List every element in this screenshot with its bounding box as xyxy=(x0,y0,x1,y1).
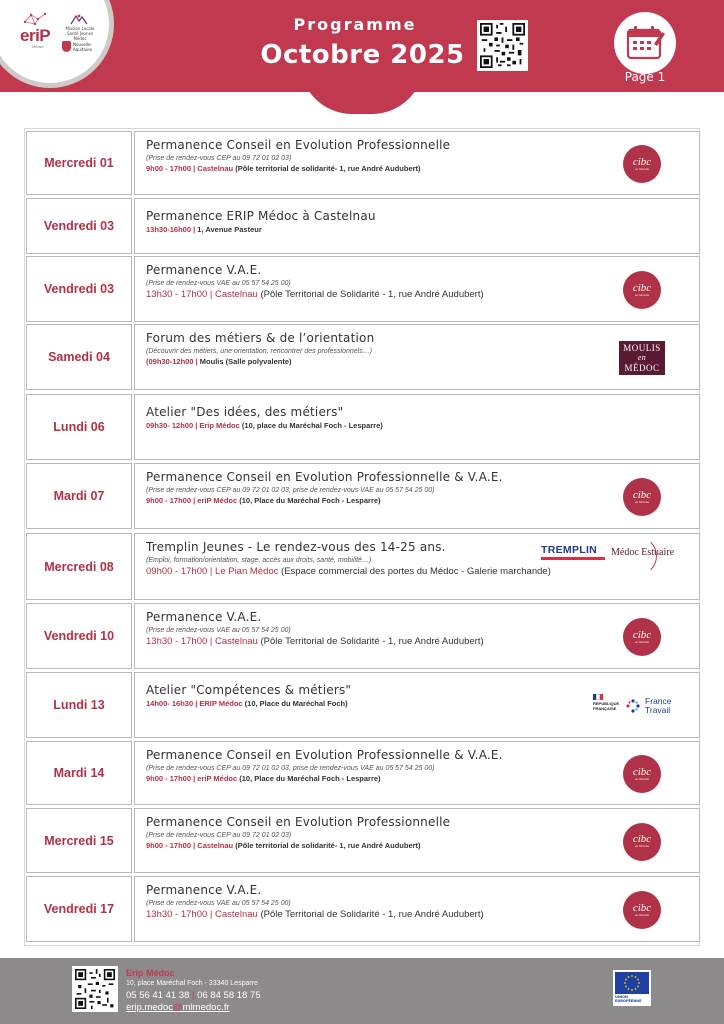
eu-star xyxy=(624,982,626,984)
rf-label: RÉPUBLIQUE FRANÇAISE xyxy=(593,701,620,711)
event-title: Permanence V.A.E. xyxy=(146,610,262,624)
eu-flag-icon xyxy=(615,972,649,994)
erip-logo-subtitle: Médoc xyxy=(32,45,44,49)
event-detail xyxy=(146,421,699,430)
republique-francaise-logo xyxy=(593,694,629,711)
day-cell xyxy=(26,533,132,600)
program-list xyxy=(24,128,700,946)
event-detail xyxy=(146,164,699,173)
day-cell xyxy=(26,324,132,390)
day-cell xyxy=(26,394,132,460)
cibc-logo-sub: en Gironde xyxy=(635,777,649,781)
event-detail xyxy=(146,357,699,366)
event-cell xyxy=(134,198,700,254)
eu-star xyxy=(628,988,630,990)
cibc-logo-text: cibc xyxy=(632,488,652,501)
event-subtitle: (Prise de rendez-vous CEP au 09 72 01 02 03) xyxy=(146,832,292,839)
program-row xyxy=(25,324,701,390)
france-travail-logo xyxy=(625,697,671,715)
tremplin-bar xyxy=(541,557,605,560)
event-detail xyxy=(146,225,699,234)
program-row xyxy=(25,741,701,805)
event-time-location: 09h30- 12h00 | Erip Médoc xyxy=(146,421,240,430)
day-cell xyxy=(26,741,132,805)
program-row xyxy=(25,808,701,873)
erip-logo-text: eriP xyxy=(20,26,51,45)
program-row xyxy=(25,131,701,195)
event-time-location: 9h00 - 17h00 | eriP Médoc xyxy=(146,774,238,783)
event-title: Permanence V.A.E. xyxy=(146,263,262,277)
event-title: Permanence Conseil en Evolution Professionnelle & V.A.E. xyxy=(146,748,503,762)
event-address: (Espace commercial des portes du Médoc - Galerie marchande) xyxy=(278,566,551,577)
event-title: Permanence Conseil en Evolution Professionnelle xyxy=(146,815,451,829)
cibc-logo-sub: en Gironde xyxy=(635,167,649,171)
medoc-estuaire-logo: Médoc Estuaire xyxy=(611,547,675,558)
cibc-logo xyxy=(623,823,661,861)
cibc-logo xyxy=(623,891,661,929)
tremplin-logo xyxy=(541,544,605,560)
cibc-logo xyxy=(623,755,661,793)
day-cell xyxy=(26,603,132,669)
cibc-logo-text: cibc xyxy=(632,833,652,845)
cibc-logo xyxy=(623,145,661,183)
event-cell xyxy=(134,533,700,600)
cibc-logo xyxy=(623,271,661,309)
eu-label: UNION EUROPÉENNE xyxy=(615,995,642,1003)
eu-star xyxy=(637,979,639,981)
event-title: Permanence Conseil en Evolution Professionnelle xyxy=(146,138,451,152)
email-domain: mlmedoc.fr xyxy=(182,1002,230,1013)
event-detail xyxy=(146,841,699,850)
event-subtitle: (Emploi, formation/orientation, stage, accès aux droits, santé, mobilité…) xyxy=(146,557,372,564)
event-cell xyxy=(134,463,700,529)
eu-star xyxy=(625,979,627,981)
cibc-logo-text: cibc xyxy=(632,901,652,914)
header-qr-code-icon[interactable] xyxy=(477,20,528,71)
cibc-logo-sub: en Gironde xyxy=(635,500,649,504)
day-cell xyxy=(26,463,132,529)
moulis-line1: MOULIS xyxy=(623,343,661,353)
eu-star xyxy=(637,986,639,988)
day-label: Vendredi 10 xyxy=(43,629,115,643)
day-label: Samedi 04 xyxy=(48,350,110,364)
day-cell xyxy=(26,198,132,254)
event-cell xyxy=(134,808,700,873)
event-subtitle: (Prise de rendez-vous VAE au 05 57 54 25 00) xyxy=(146,280,291,287)
event-address: (10, Place du Maréchal Foch) xyxy=(242,699,348,708)
program-row xyxy=(25,603,701,669)
email-user: erip.medoc xyxy=(126,1002,173,1013)
qr-code-pattern xyxy=(75,969,115,1009)
event-time-location: (09h30-12h00 | xyxy=(146,357,198,366)
program-row xyxy=(25,256,701,322)
footer-address: 10, place Maréchal Foch - 33340 Lesparre xyxy=(126,980,258,987)
event-title: Forum des métiers & de l’orientation xyxy=(146,331,375,345)
title-month: Octobre 2025 xyxy=(260,40,465,70)
event-subtitle: (Prise de rendez-vous VAE au 05 57 54 25 00) xyxy=(146,627,291,634)
event-address: (10, place du Maréchal Foch - Lesparre) xyxy=(239,421,383,430)
day-label: Mardi 07 xyxy=(53,489,105,503)
event-title: Permanence V.A.E. xyxy=(146,883,262,897)
event-subtitle: (Prise de rendez-vous CEP au 09 72 01 02 03, prise de rendez-vous VAE au 05 57 54 25 00) xyxy=(146,765,435,772)
event-address: (Pôle Territorial de Solidarité - 1, rue André Audubert) xyxy=(257,289,484,300)
footer-qr-code-icon[interactable] xyxy=(72,966,118,1012)
event-address: (Pôle Territorial de Solidarité - 1, rue André Audubert) xyxy=(257,909,484,920)
day-label: Vendredi 17 xyxy=(43,902,115,916)
event-detail xyxy=(146,496,699,505)
event-detail xyxy=(146,566,699,577)
event-time-location: 9h00 - 17h00 | eriP Médoc xyxy=(146,496,238,505)
eu-star xyxy=(628,976,630,978)
cibc-logo-text: cibc xyxy=(632,281,652,294)
day-cell xyxy=(26,876,132,942)
event-cell xyxy=(134,324,700,390)
day-label: Mardi 14 xyxy=(53,766,105,780)
title-programme: Programme xyxy=(293,15,417,34)
france-travail-icon xyxy=(625,698,641,714)
cibc-logo-text: cibc xyxy=(632,628,652,641)
event-time-location: 14h00- 16h30 | ERIP Médoc xyxy=(146,699,243,708)
eu-stars-icon xyxy=(615,972,649,994)
footer-phone-2[interactable]: 06 84 58 18 75 xyxy=(197,990,261,1001)
page-label: Page 1 xyxy=(624,70,666,84)
eu-star xyxy=(625,986,627,988)
day-cell xyxy=(26,672,132,738)
event-title: Permanence Conseil en Evolution Professionnelle & V.A.E. xyxy=(146,470,503,484)
day-label: Vendredi 03 xyxy=(43,282,115,296)
cibc-logo xyxy=(623,478,661,516)
event-address: (Pôle territorial de solidarité- 1, rue André Audubert) xyxy=(233,841,421,850)
french-flag-icon xyxy=(593,694,603,700)
event-cell xyxy=(134,394,700,460)
footer-organization-name: Erip Médoc xyxy=(126,968,175,978)
nouvelle-aquitaine-label: Nouvelle-Aquitaine xyxy=(73,42,92,52)
cibc-logo-sub: en Gironde xyxy=(635,293,649,297)
event-address: (10, Place du Maréchal Foch - Lesparre) xyxy=(237,496,381,505)
event-address: 1, Avenue Pasteur xyxy=(195,225,262,234)
footer-phone-1[interactable]: 05 56 41 41 38 xyxy=(126,990,190,1001)
program-row xyxy=(25,876,701,942)
nouvelle-aquitaine-icon xyxy=(62,41,71,52)
day-label: Mercredi 15 xyxy=(44,833,114,848)
moulis-logo xyxy=(619,341,665,375)
event-time-location: 13h30 - 17h00 | Castelnau xyxy=(146,636,258,647)
cibc-logo-sub: en Gironde xyxy=(635,640,649,644)
event-cell xyxy=(134,131,700,195)
footer-email-link[interactable] xyxy=(126,1002,230,1013)
eu-star xyxy=(631,975,633,977)
email-at: @ xyxy=(173,1002,183,1013)
event-cell xyxy=(134,256,700,322)
event-time-location: 13h30 - 17h00 | Castelnau xyxy=(146,909,258,920)
event-cell xyxy=(134,672,700,738)
moulis-line3: MÉDOC xyxy=(624,363,660,373)
event-detail xyxy=(146,289,699,300)
event-subtitle: (Prise de rendez-vous VAE au 05 57 54 25 00) xyxy=(146,900,291,907)
event-subtitle: (Prise de rendez-vous CEP au 09 72 01 02 03, prise de rendez-vous VAE au 05 57 54 25 00) xyxy=(146,487,435,494)
event-title: Permanence ERIP Médoc à Castelnau xyxy=(146,209,376,223)
cibc-logo-text: cibc xyxy=(632,765,652,778)
event-subtitle: (Prise de rendez-vous CEP au 09 72 01 02 03) xyxy=(146,155,292,162)
event-address: (Pôle territorial de solidarité- 1, rue André Audubert) xyxy=(233,164,421,173)
qr-code-pattern xyxy=(480,23,525,68)
program-row xyxy=(25,533,701,600)
day-label: Mercredi 08 xyxy=(44,559,114,574)
event-cell xyxy=(134,603,700,669)
program-row xyxy=(25,198,701,254)
calendar-icon xyxy=(624,22,666,64)
ft-line2: Travail xyxy=(645,705,671,715)
erip-network-icon xyxy=(22,12,48,26)
event-address: (10, Place du Maréchal Foch - Lesparre) xyxy=(237,774,381,783)
cibc-logo-sub: en Gironde xyxy=(635,913,649,917)
eu-star xyxy=(631,989,633,991)
eu-star xyxy=(635,976,637,978)
tremplin-logo-text: TREMPLIN xyxy=(541,544,598,556)
france-travail-text xyxy=(645,697,671,715)
program-row xyxy=(25,463,701,529)
cibc-logo-text: cibc xyxy=(632,155,652,168)
eu-star xyxy=(638,982,640,984)
event-time-location: 09h00 - 17h00 | Le Pian Médoc xyxy=(146,566,279,577)
event-cell xyxy=(134,741,700,805)
day-label: Vendredi 03 xyxy=(43,219,115,233)
event-title: Atelier "Compétences & métiers" xyxy=(146,683,352,697)
moulis-line2: en xyxy=(637,353,647,362)
day-cell xyxy=(26,808,132,873)
ft-line1: France xyxy=(645,696,672,706)
day-cell xyxy=(26,256,132,322)
mission-locale-icon xyxy=(70,14,88,25)
event-detail xyxy=(146,909,699,920)
event-detail xyxy=(146,636,699,647)
program-row xyxy=(25,394,701,460)
event-title: Atelier "Des idées, des métiers" xyxy=(146,405,344,419)
phone-separator: | xyxy=(189,990,198,1001)
cibc-logo xyxy=(623,618,661,656)
event-title: Tremplin Jeunes - Le rendez-vous des 14-25 ans. xyxy=(146,540,446,554)
event-time-location: 9h00 - 17h00 | Castelnau xyxy=(146,841,234,850)
event-detail xyxy=(146,774,699,783)
mission-locale-label: Mission Locale Santé Jeunes Médoc xyxy=(65,26,95,41)
event-time-location: 13h30-16h00 | xyxy=(146,225,196,234)
day-label: Mercredi 01 xyxy=(44,156,114,170)
eu-logo xyxy=(613,970,651,1006)
event-cell xyxy=(134,876,700,942)
event-address: Moulis (Salle polyvalente) xyxy=(197,357,292,366)
event-address: (Pôle Territorial de Solidarité - 1, rue André Audubert) xyxy=(257,636,484,647)
event-subtitle: (Découvrir des métiers, une orientation, rencontrer des professionnels…) xyxy=(146,348,373,355)
cibc-logo-sub: en Gironde xyxy=(635,845,649,848)
event-time-location: 13h30 - 17h00 | Castelnau xyxy=(146,289,258,300)
day-cell xyxy=(26,131,132,195)
eu-star xyxy=(635,988,637,990)
program-row xyxy=(25,672,701,738)
footer-phones xyxy=(126,990,261,1001)
day-label: Lundi 13 xyxy=(53,698,105,712)
day-label: Lundi 06 xyxy=(53,420,105,434)
event-time-location: 9h00 - 17h00 | Castelnau xyxy=(146,164,234,173)
